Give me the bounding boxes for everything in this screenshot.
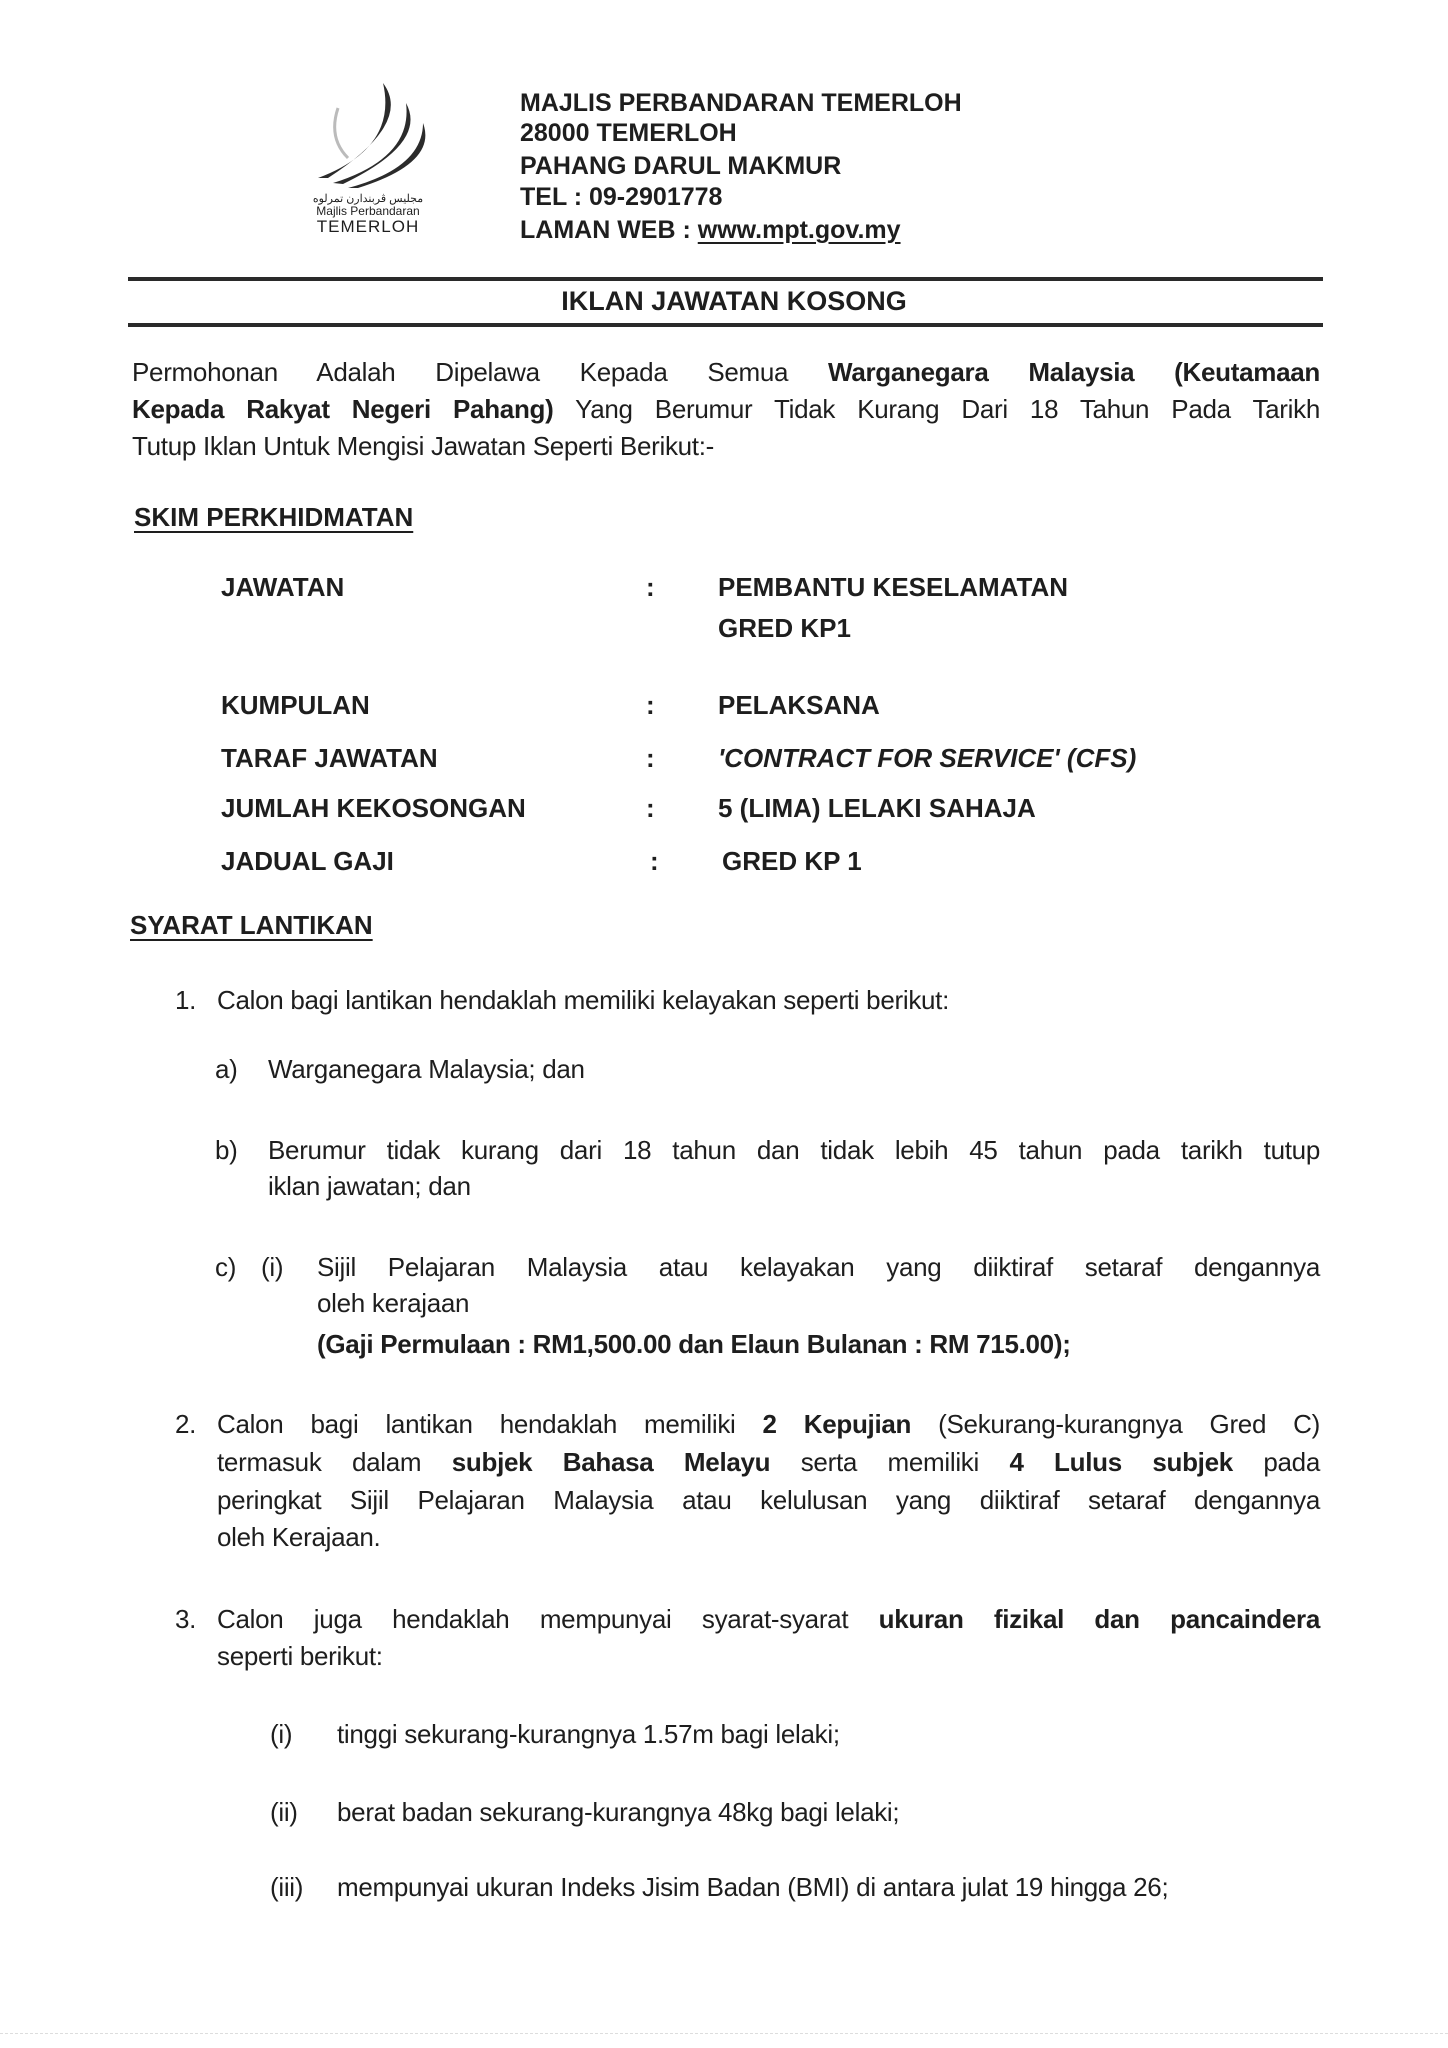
row-value: PEMBANTU KESELAMATAN — [718, 572, 1069, 602]
bold-text: subjek Bahasa Melayu — [451, 1447, 771, 1477]
sub-marker: (ii) — [270, 1797, 298, 1827]
row-label: TARAF JAWATAN — [221, 743, 438, 773]
item-text: peringkat Sijil Pelajaran Malaysia atau kelulusan yang diiktiraf setaraf dengannya — [217, 1485, 1320, 1515]
bold-text: Warganegara Malaysia (Keutamaan — [828, 357, 1320, 387]
row-colon: : — [646, 793, 655, 823]
row-label: JADUAL GAJI — [221, 846, 394, 876]
text: Permohonan Adalah Dipelawa Kepada Semua — [132, 357, 829, 387]
sub-text: Sijil Pelajaran Malaysia atau kelayakan yang diiktiraf setaraf dengannya — [317, 1252, 1320, 1282]
text: (Sekurang-kurangnya Gred C) — [911, 1409, 1320, 1439]
item-number: 2. — [175, 1409, 197, 1439]
item-text — [217, 1444, 1320, 1480]
sub-text: Berumur tidak kurang dari 18 tahun dan tidak lebih 45 tahun pada tarikh tutup — [268, 1135, 1320, 1165]
sub-marker: a) — [215, 1054, 238, 1084]
divider-top — [128, 277, 1323, 281]
org-tel: TEL : 09-2901778 — [520, 183, 723, 211]
logo-line2: TEMERLOH — [316, 217, 420, 236]
swoosh-emblem-icon — [288, 78, 448, 188]
org-state: PAHANG DARUL MAKMUR — [520, 152, 842, 180]
sub-sub-marker: (i) — [261, 1252, 284, 1282]
intro-line — [132, 354, 1320, 390]
item-text — [217, 1406, 1320, 1442]
item-text: oleh Kerajaan. — [217, 1522, 381, 1552]
page-title: IKLAN JAWATAN KOSONG — [561, 286, 907, 316]
sub-marker: b) — [215, 1135, 238, 1165]
item-number: 3. — [175, 1604, 197, 1634]
row-label: JUMLAH KEKOSONGAN — [221, 793, 526, 823]
sub-text: Warganegara Malaysia; dan — [268, 1054, 585, 1084]
divider-bottom — [128, 323, 1323, 327]
bold-text: 4 Lulus subjek — [1009, 1447, 1233, 1477]
text: Calon bagi lantikan hendaklah memiliki — [217, 1409, 763, 1439]
bold-text: 2 Kepujian — [762, 1409, 912, 1439]
row-value: PELAKSANA — [718, 690, 880, 720]
row-value: 'CONTRACT FOR SERVICE' (CFS) — [718, 743, 1137, 773]
council-logo — [288, 78, 448, 238]
org-name: MAJLIS PERBANDARAN TEMERLOH — [520, 89, 962, 117]
item-text: Calon bagi lantikan hendaklah memiliki kelayakan seperti berikut: — [217, 985, 950, 1015]
row-value: 5 (LIMA) LELAKI SAHAJA — [718, 793, 1036, 823]
syarat-heading: SYARAT LANTIKAN — [130, 910, 373, 940]
sub-marker: (i) — [270, 1719, 293, 1749]
row-colon: : — [646, 743, 655, 773]
text: serta memiliki — [770, 1447, 1010, 1477]
sub-text: berat badan sekurang-kurangnya 48kg bagi lelaki; — [337, 1797, 900, 1827]
web-link[interactable]: www.mpt.gov.my — [697, 216, 901, 244]
bold-text: Kepada Rakyat Negeri Pahang) — [132, 394, 554, 424]
sub-text: oleh kerajaan — [317, 1288, 470, 1318]
sub-marker: (iii) — [270, 1872, 304, 1902]
logo-line1: Majlis Perbandaran — [316, 204, 420, 218]
skim-heading: SKIM PERKHIDMATAN — [134, 502, 414, 532]
org-postcode: 28000 TEMERLOH — [520, 119, 737, 147]
sub-text: tinggi sekurang-kurangnya 1.57m bagi lelaki; — [337, 1719, 840, 1749]
intro-line — [132, 391, 1320, 427]
sub-text: mempunyai ukuran Indeks Jisim Badan (BMI) di antara julat 19 hingga 26; — [337, 1872, 1169, 1902]
text: Calon juga hendaklah mempunyai syarat-syarat — [217, 1604, 879, 1634]
intro-line: Tutup Iklan Untuk Mengisi Jawatan Seperti Berikut:- — [132, 431, 715, 461]
item-number: 1. — [175, 985, 197, 1015]
salary-text: (Gaji Permulaan : RM1,500.00 dan Elaun Bulanan : RM 715.00); — [317, 1329, 1071, 1359]
sub-text: iklan jawatan; dan — [268, 1171, 471, 1201]
row-colon: : — [646, 572, 655, 602]
web-label: LAMAN WEB : — [520, 216, 698, 244]
row-value-2: GRED KP1 — [718, 613, 851, 643]
text: pada — [1232, 1447, 1320, 1477]
bold-text: ukuran fizikal dan pancaindera — [878, 1604, 1321, 1634]
org-web — [520, 214, 901, 246]
row-colon: : — [646, 690, 655, 720]
page-bottom-edge — [0, 2033, 1448, 2034]
item-text: seperti berikut: — [217, 1641, 383, 1671]
row-label: KUMPULAN — [221, 690, 370, 720]
logo-jawi-text: مجليس ڤربندارن تمرلوه — [312, 193, 424, 205]
row-colon: : — [650, 846, 659, 876]
row-label: JAWATAN — [221, 572, 345, 602]
text: Yang Berumur Tidak Kurang Dari 18 Tahun Pada Tarikh — [553, 394, 1320, 424]
text: termasuk dalam — [217, 1447, 452, 1477]
item-text — [217, 1601, 1320, 1637]
row-value: GRED KP 1 — [722, 846, 862, 876]
sub-marker: c) — [215, 1252, 237, 1282]
